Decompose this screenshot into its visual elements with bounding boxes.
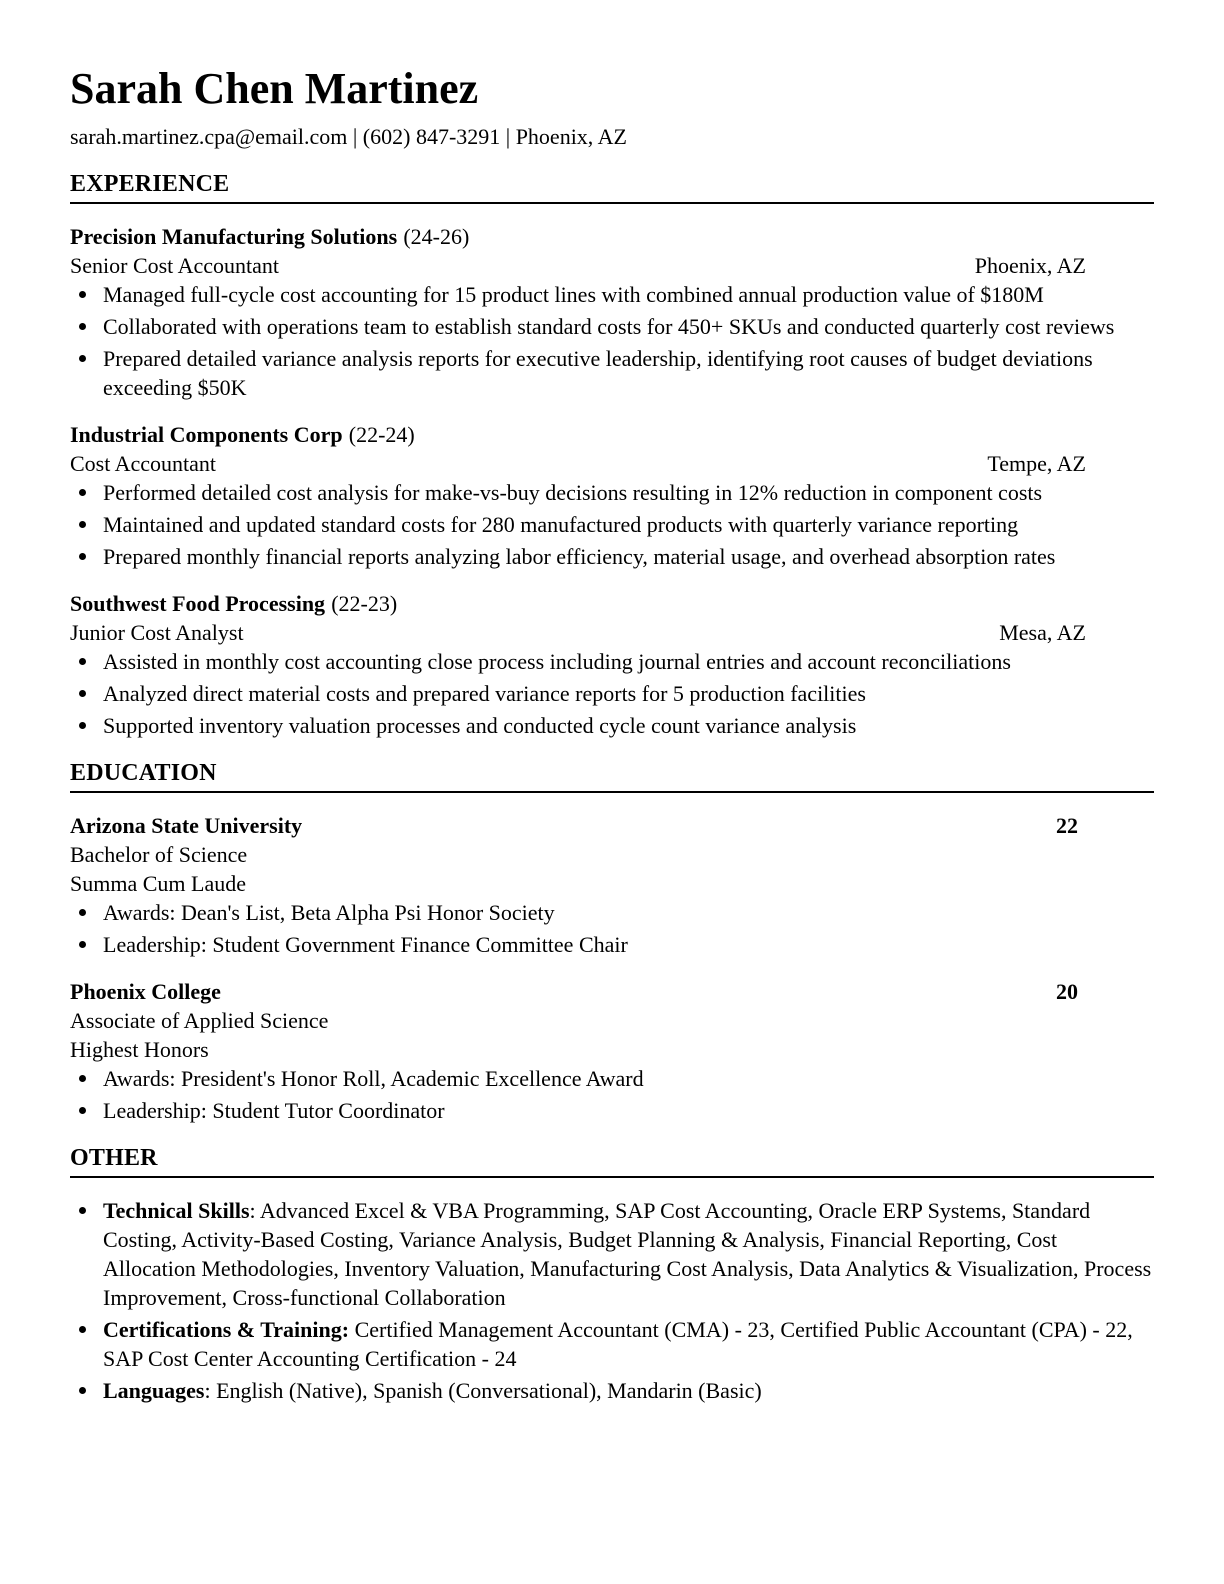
school-year: 22 (1056, 813, 1078, 838)
job-title-line (70, 222, 1154, 251)
bullet-item (70, 930, 1154, 959)
bullet-text: Performed detailed cost analysis for make-vs-buy decisions resulting in 12% reduction in component costs (103, 480, 1043, 505)
job-bullet-list (70, 647, 1154, 740)
school-entry-phoenix-college (70, 977, 1154, 1125)
bullet-item-languages (70, 1376, 1154, 1405)
bullet-text: Collaborated with operations team to establish standard costs for 450+ SKUs and conducted quarterly cost reviews (103, 314, 1115, 339)
job-location: Mesa, AZ (999, 620, 1086, 645)
bullet-text: Analyzed direct material costs and prepared variance reports for 5 production facilities (103, 681, 866, 706)
bullet-text: Leadership: Student Government Finance Committee Chair (103, 932, 628, 957)
bullet-item (70, 510, 1154, 539)
bullet-text: Awards: Dean's List, Beta Alpha Psi Honor Society (103, 900, 555, 925)
bullet-label: Certifications & Training: (103, 1317, 350, 1342)
school-bullet-list (70, 898, 1154, 959)
job-role: Senior Cost Accountant (70, 253, 279, 278)
school-year: 20 (1056, 979, 1078, 1004)
bullet-separator: : (204, 1378, 217, 1403)
school-degree: Bachelor of Science (70, 842, 248, 867)
school-title-line (70, 977, 1154, 1006)
job-role: Cost Accountant (70, 451, 217, 476)
job-bullet-list (70, 478, 1154, 571)
job-title-line (70, 420, 1154, 449)
job-subline (70, 449, 1154, 478)
job-dates: (24-26) (403, 224, 470, 249)
education-section (70, 760, 1154, 1125)
company-name: Industrial Components Corp (70, 422, 343, 447)
job-entry-southwest (70, 589, 1154, 740)
bullet-item (70, 679, 1154, 708)
person-name: Sarah Chen Martinez (70, 64, 479, 113)
bullet-item (70, 542, 1154, 571)
bullet-text: Prepared detailed variance analysis reports for executive leadership, identifying root causes of budget deviations exceeding $50K (103, 346, 1093, 400)
job-title-line (70, 589, 1154, 618)
bullet-text: Prepared monthly financial reports analyzing labor efficiency, material usage, and overhead absorption rates (103, 544, 1056, 569)
bullet-text: Managed full-cycle cost accounting for 15 product lines with combined annual production value of $180M (103, 282, 1044, 307)
bullet-item-technical-skills (70, 1196, 1154, 1312)
bullet-text: Supported inventory valuation processes and conducted cycle count variance analysis (103, 713, 857, 738)
job-dates: (22-24) (348, 422, 415, 447)
other-section (70, 1145, 1154, 1405)
bullet-separator: : (249, 1198, 260, 1223)
job-entry-industrial (70, 420, 1154, 571)
experience-section-title: EXPERIENCE (70, 171, 1154, 204)
other-bullet-list (70, 1196, 1154, 1405)
bullet-label: Technical Skills (103, 1198, 250, 1223)
bullet-item (70, 280, 1154, 309)
school-bullet-list (70, 1064, 1154, 1125)
bullet-item-certifications (70, 1315, 1154, 1373)
bullet-label: Languages (103, 1378, 205, 1403)
bullet-item (70, 1096, 1154, 1125)
contact-line: sarah.martinez.cpa@email.com | (602) 847-3291 | Phoenix, AZ (70, 124, 627, 149)
bullet-text: Assisted in monthly cost accounting close process including journal entries and account reconciliations (103, 649, 1011, 674)
job-subline (70, 618, 1154, 647)
education-section-title: EDUCATION (70, 760, 1154, 793)
job-subline (70, 251, 1154, 280)
bullet-item (70, 312, 1154, 341)
bullet-item (70, 898, 1154, 927)
bullet-item (70, 344, 1154, 402)
job-dates: (22-23) (331, 591, 398, 616)
experience-section (70, 171, 1154, 740)
bullet-text: Leadership: Student Tutor Coordinator (103, 1098, 445, 1123)
school-honors: Summa Cum Laude (70, 871, 246, 896)
bullet-text: Awards: President's Honor Roll, Academic Excellence Award (103, 1066, 644, 1091)
job-location: Tempe, AZ (987, 451, 1086, 476)
bullet-text: Advanced Excel & VBA Programming, SAP Cost Accounting, Oracle ERP Systems, Standard Costing, Activity-Based Costing, Variance Analysis, Budget Planning & Analysis, Financial Reporting, Cost Allocation Methodologies, Inventory Valuation, Manufacturing Cost Analysis, Data Analytics & Visualization, Process Improvement, Cross-functional Collaboration (103, 1198, 1152, 1310)
bullet-item (70, 711, 1154, 740)
other-section-title: OTHER (70, 1145, 1154, 1178)
school-degree: Associate of Applied Science (70, 1008, 329, 1033)
bullet-item (70, 1064, 1154, 1093)
job-entry-precision (70, 222, 1154, 402)
bullet-text: English (Native), Spanish (Conversational), Mandarin (Basic) (216, 1378, 762, 1403)
school-title-line (70, 811, 1154, 840)
job-location: Phoenix, AZ (974, 253, 1086, 278)
bullet-item (70, 647, 1154, 676)
bullet-text: Certified Management Accountant (CMA) - 23, Certified Public Accountant (CPA) - 22, SAP Cost Center Accounting Certification - 24 (103, 1317, 1133, 1371)
school-honors: Highest Honors (70, 1037, 209, 1062)
school-name: Phoenix College (70, 979, 221, 1004)
company-name: Southwest Food Processing (70, 591, 326, 616)
job-bullet-list (70, 280, 1154, 402)
school-name: Arizona State University (70, 813, 303, 838)
bullet-item (70, 478, 1154, 507)
company-name: Precision Manufacturing Solutions (70, 224, 398, 249)
school-entry-asu (70, 811, 1154, 959)
job-role: Junior Cost Analyst (70, 620, 244, 645)
bullet-text: Maintained and updated standard costs for 280 manufactured products with quarterly variance reporting (103, 512, 1019, 537)
